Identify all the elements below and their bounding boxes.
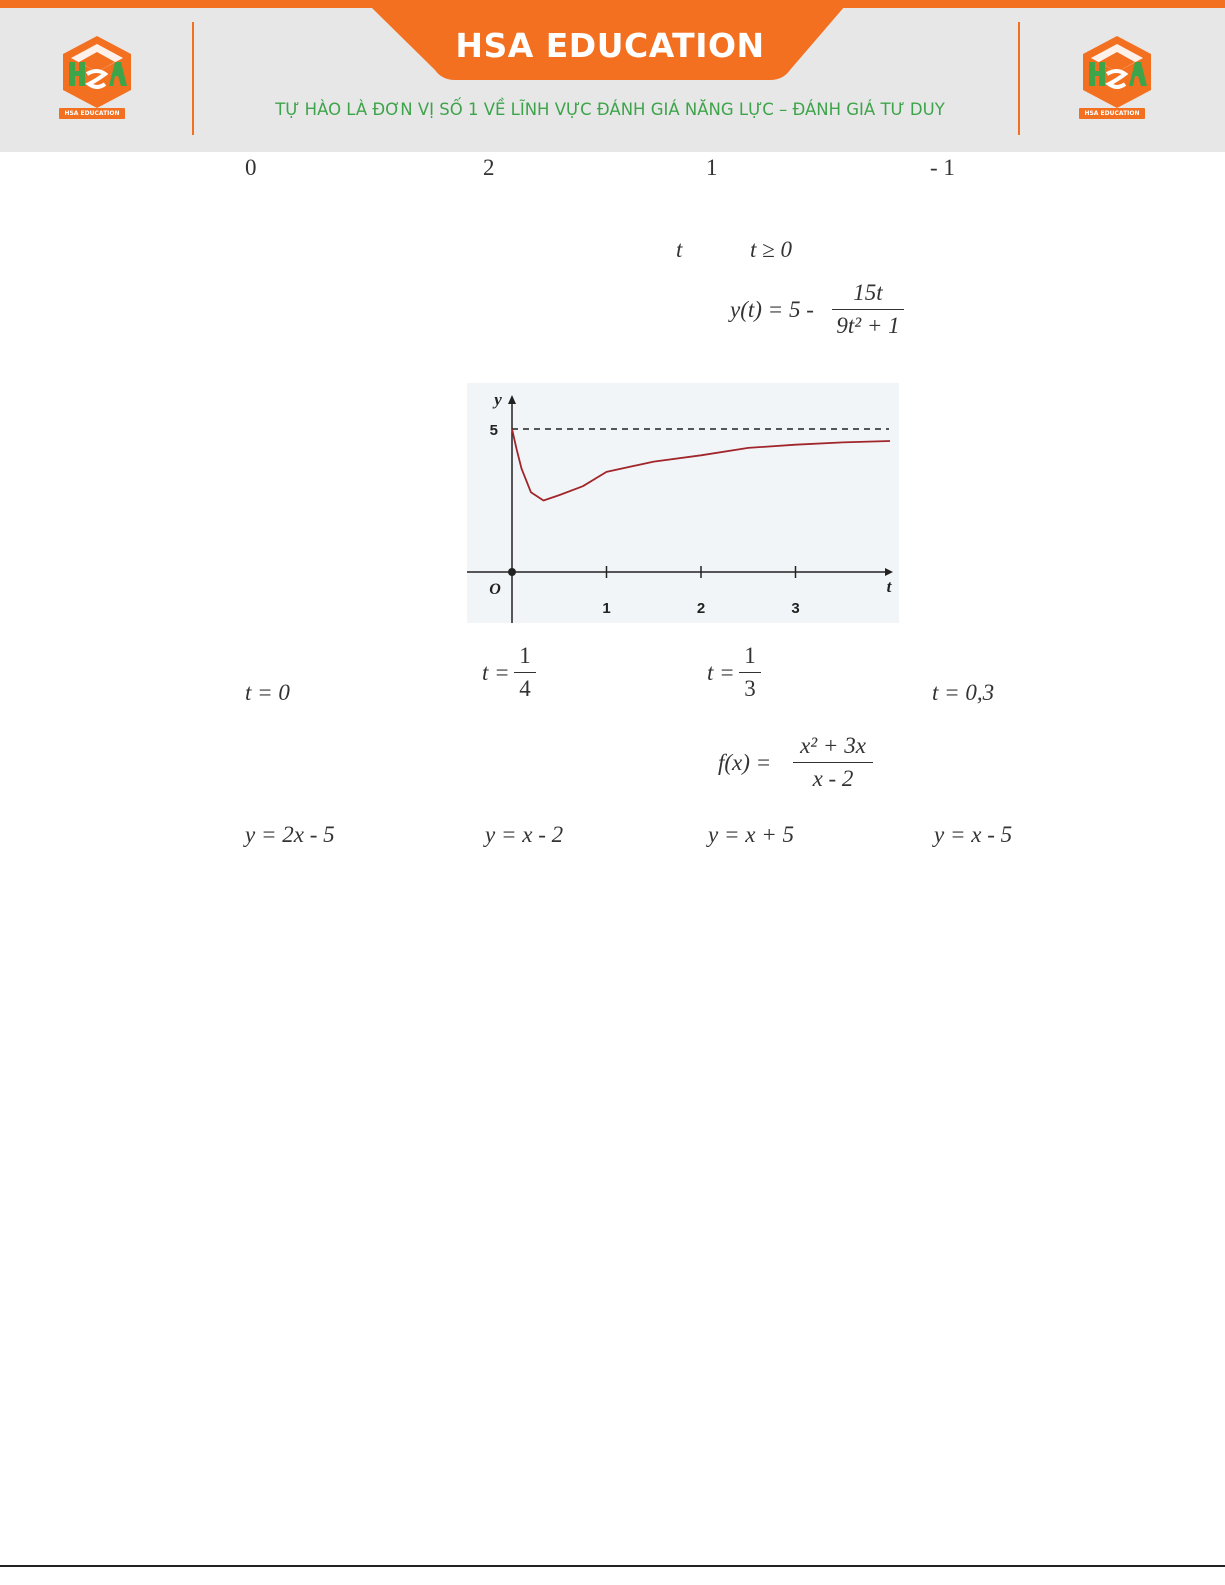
q3-option-d: y = x - 5	[934, 822, 1013, 847]
q1-option-c: 1	[706, 155, 718, 180]
logo-caption: HSA EDUCATION	[1079, 108, 1145, 119]
q2-variable-t: t	[676, 237, 683, 262]
q2-formula-denominator: 9t² + 1	[836, 313, 900, 339]
q2-option-c-fraction	[739, 643, 761, 702]
header-tagline: TỰ HÀO LÀ ĐƠN VỊ SỐ 1 VỀ LĨNH VỰC ĐÁNH GIÁ NĂNG LỰC – ĐÁNH GIÁ TƯ DUY	[275, 100, 945, 119]
q2-option-c-lhs: t =	[707, 660, 735, 685]
hsa-logo-icon	[1077, 34, 1157, 110]
fraction-numerator: 1	[744, 643, 756, 668]
fraction-bar	[793, 762, 873, 763]
x-tick-label: 2	[696, 600, 706, 617]
q2-option-b-lhs: t =	[482, 660, 510, 685]
hsa-logo-right	[1077, 34, 1157, 124]
q3-function-lhs: f(x) =	[718, 750, 772, 775]
fraction-bar	[739, 672, 761, 673]
y-tick-label: 5	[489, 422, 498, 439]
hsa-logo-icon	[57, 34, 137, 110]
q3-function-fraction	[793, 733, 873, 792]
chart-background	[467, 383, 899, 623]
page-header	[0, 0, 1225, 152]
header-divider-left	[192, 22, 194, 135]
fraction-numerator: 1	[519, 643, 531, 668]
graph-y-of-t	[467, 383, 899, 623]
q2-formula-lhs: y(t) = 5 -	[730, 297, 814, 322]
q2-condition: t ≥ 0	[750, 237, 793, 262]
q3-denominator: x - 2	[812, 766, 854, 792]
x-axis-label: t	[886, 577, 892, 596]
fraction-bar	[514, 672, 536, 673]
q1-option-d: - 1	[930, 155, 955, 180]
origin-label: O	[489, 581, 501, 598]
q2-formula-fraction	[832, 280, 904, 339]
fraction-denominator: 4	[519, 676, 531, 702]
q1-option-a: 0	[245, 155, 257, 180]
q3-option-a: y = 2x - 5	[245, 822, 335, 847]
q2-option-d: t = 0,3	[932, 680, 995, 705]
header-banner-shape	[0, 0, 1225, 152]
q2-formula-numerator: 15t	[853, 280, 883, 305]
q2-option-a: t = 0	[245, 680, 290, 705]
q3-numerator: x² + 3x	[800, 733, 866, 758]
logo-caption: HSA EDUCATION	[59, 108, 125, 119]
hsa-logo-left	[57, 34, 137, 124]
fraction-bar	[832, 309, 904, 310]
q3-option-c: y = x + 5	[708, 822, 794, 847]
q3-option-b: y = x - 2	[485, 822, 564, 847]
header-title: HSA EDUCATION	[455, 26, 765, 65]
y-axis-label: y	[494, 390, 502, 409]
origin-point	[508, 568, 516, 576]
x-tick-label: 3	[791, 600, 800, 617]
footer-divider	[0, 1565, 1225, 1567]
fraction-denominator: 3	[744, 676, 756, 702]
q2-option-b-fraction	[514, 643, 536, 702]
q1-option-b: 2	[483, 155, 495, 180]
x-tick-label: 1	[602, 600, 611, 617]
